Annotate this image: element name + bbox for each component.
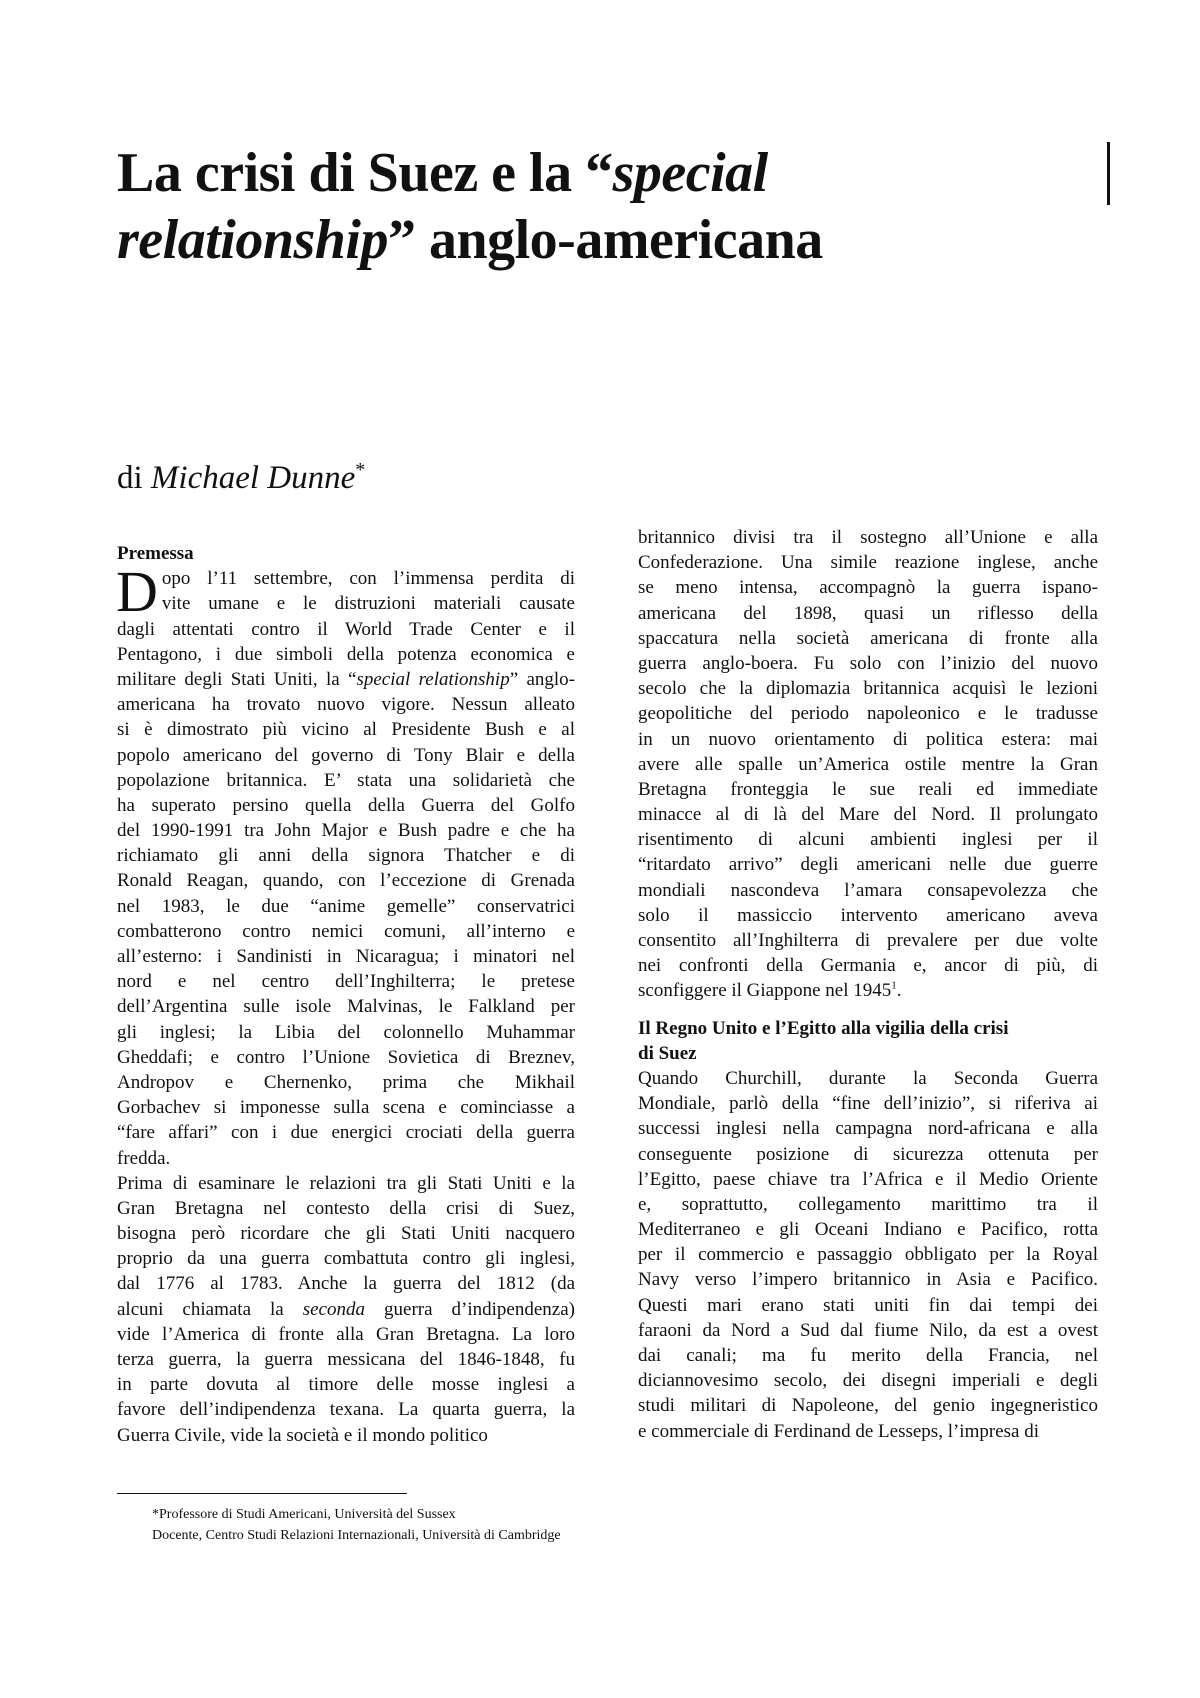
- body-line: americana ha trovato nuovo vigore. Nessun alleato: [117, 694, 575, 716]
- body-line: opo l’11 settembre, con l’immensa perdita di: [161, 568, 575, 590]
- body-line: all’esterno: i Sandinisti in Nicaragua; i minatori nel: [117, 946, 575, 967]
- body-line: si è dimostrato più vicino al Presidente Bush e al: [117, 719, 575, 741]
- body-line: britannico divisi tra il sostegno all’Unione e alla: [638, 527, 1098, 548]
- body-line: terza guerra, la guerra messicana del 1846-1848, fu: [117, 1349, 575, 1370]
- body-line: solo il massiccio intervento americano aveva: [638, 904, 1098, 926]
- body-line: geopolitiche del periodo napoleonico e le tradusse: [638, 703, 1098, 725]
- body-line: popolo americano del governo di Tony Blair e della: [117, 744, 575, 766]
- body-line: militare degli Stati Uniti, la “special relationship” anglo-: [117, 668, 575, 690]
- body-line: del 1990-1991 tra John Major e Bush padre e che ha: [117, 820, 575, 842]
- body-line: Ronald Reagan, quando, con l’eccezione di Grenada: [117, 870, 575, 892]
- section-heading-regno-unito-cont: di Suez: [638, 1042, 697, 1064]
- body-line: Andropov e Chernenko, prima che Mikhail: [117, 1071, 575, 1093]
- right-paragraph-1: [638, 525, 1098, 1004]
- body-line: americana del 1898, quasi un riflesso della: [638, 602, 1098, 624]
- body-line: dell’Argentina sulle isole Malvinas, le Falkland per: [117, 996, 575, 1018]
- body-line: popolazione britannica. E’ stata una solidarietà che: [117, 769, 575, 791]
- body-line: vite umane e le distruzioni materiali causate: [161, 593, 575, 615]
- body-line: Gheddafi; e contro l’Unione Sovietica di Breznev,: [117, 1046, 575, 1068]
- body-line: avere alle spalle un’America ostile mentre la Gran: [638, 753, 1098, 775]
- body-line: alcuni chiamata la seconda guerra d’indipendenza): [117, 1298, 575, 1320]
- left-paragraph-1: [117, 617, 575, 1171]
- body-line: vide l’America di fronte alla Gran Bretagna. La loro: [117, 1323, 575, 1345]
- footnote-line-2: Docente, Centro Studi Relazioni Internazionali, Università di Cambridge: [152, 1528, 561, 1543]
- drop-cap-paragraph-start: [116, 559, 575, 625]
- inline-italic: special relationship: [356, 668, 510, 690]
- right-column: [638, 525, 1098, 1444]
- title-italic-special: special: [612, 142, 768, 204]
- body-line: Pentagono, i due simboli della potenza economica e: [117, 643, 575, 665]
- body-line: diciannovesimo secolo, dei disegni imperiali e degli: [638, 1370, 1098, 1392]
- page-edge-rule: [1107, 142, 1110, 205]
- footnote-reference[interactable]: 1: [891, 980, 897, 993]
- body-line: successi inglesi nella campagna nord-africana e alla: [638, 1118, 1098, 1140]
- body-line: proprio da una guerra combattuta contro gli inglesi,: [117, 1248, 575, 1270]
- body-line: risentimento di alcuni ambienti inglesi per il: [638, 829, 1098, 851]
- body-line: studi militari di Napoleone, del genio ingegneristico: [638, 1395, 1098, 1417]
- body-line: guerra anglo-boera. Fu solo con l’inizio del nuovo: [638, 652, 1098, 674]
- body-line: Mediterraneo e gli Oceani Indiano e Pacifico, rotta: [638, 1219, 1098, 1241]
- body-line: Quando Churchill, durante la Seconda Guerra: [638, 1067, 1098, 1089]
- body-line: fredda.: [117, 1147, 171, 1169]
- body-line: Navy verso l’impero britannico in Asia e Pacifico.: [638, 1269, 1098, 1291]
- inline-italic: seconda: [302, 1298, 365, 1320]
- body-line: e commerciale di Ferdinand de Lesseps, l’impresa di: [638, 1420, 1039, 1442]
- author-footnote-marker: *: [355, 459, 366, 481]
- article-title: [117, 140, 1017, 274]
- body-line: Gorbachev si imponesse sulla scena e cominciasse a: [117, 1097, 575, 1119]
- body-line: in un nuovo orientamento di politica estera: mai: [638, 728, 1098, 750]
- left-column: [117, 541, 575, 1448]
- body-line: Prima di esaminare le relazioni tra gli Stati Uniti e la: [117, 1172, 575, 1194]
- body-line: “fare affari” con i due energici crociati della guerra: [117, 1122, 575, 1144]
- left-paragraph-2: [117, 1171, 575, 1448]
- body-line: Mondiale, parlò della “fine dell’inizio”, si riferiva ai: [638, 1093, 1098, 1115]
- body-line: l’Egitto, paese chiave tra l’Africa e il Medio Oriente: [638, 1168, 1098, 1190]
- body-line: dagli attentati contro il World Trade Center e il: [117, 618, 575, 640]
- body-line: nord e nel centro dell’Inghilterra; le pretese: [117, 971, 575, 993]
- body-line: faraoni da Nord a Sud dal fiume Nilo, da est a ovest: [638, 1319, 1098, 1341]
- body-line: in parte dovuta al timore delle mosse inglesi a: [117, 1374, 575, 1396]
- section-heading-regno-unito: Il Regno Unito e l’Egitto alla vigilia della crisi: [638, 1017, 1009, 1039]
- right-paragraph-2: [638, 1066, 1098, 1444]
- body-line: favore dell’indipendenza texana. La quarta guerra, la: [117, 1399, 575, 1421]
- body-line: combatterono contro nemici comuni, all’interno e: [117, 920, 575, 942]
- body-line: nel 1983, le due “anime gemelle” conservatrici: [117, 895, 575, 917]
- body-line: Questi mari erano stati uniti fin dai tempi dei: [638, 1294, 1098, 1316]
- body-line: dal 1776 al 1783. Anche la guerra del 1812 (da: [117, 1273, 575, 1295]
- body-line: secolo che la diplomazia britannica acquisì le lezioni: [638, 678, 1098, 700]
- body-line: mondiali nascondeva l’amara consapevolezza che: [638, 879, 1098, 901]
- body-line: nei confronti della Germania e, ancor di più, di: [638, 955, 1098, 977]
- section-gap: [638, 1004, 1098, 1016]
- body-line: Guerra Civile, vide la società e il mondo politico: [117, 1424, 488, 1446]
- body-line: gli inglesi; la Libia del colonnello Muhammar: [117, 1021, 575, 1043]
- body-line: per il commercio e passaggio obbligato per la Royal: [638, 1244, 1098, 1266]
- body-line: dai canali; ma fu merito della Francia, nel: [638, 1345, 1098, 1366]
- author-footnote: [152, 1504, 712, 1546]
- author-byline: di Michael Dunne*: [117, 459, 366, 496]
- body-line: Confederazione. Una simile reazione inglese, anche: [638, 552, 1098, 574]
- body-line: Bretagna fronteggia le sue reali ed immediate: [638, 778, 1098, 800]
- body-line: minacce al di là del Mare del Nord. Il prolungato: [638, 804, 1098, 826]
- body-line: se meno intensa, accompagnò la guerra ispano-: [638, 577, 1098, 599]
- title-line-1: La crisi di Suez e la “special: [117, 142, 768, 204]
- body-line: conseguente posizione di sicurezza ottenuta per: [638, 1143, 1098, 1165]
- footnote-line-1: *Professore di Studi Americani, Università del Sussex: [152, 1507, 456, 1522]
- body-line: bisogna però ricordare che gli Stati Uniti nacquero: [117, 1223, 575, 1245]
- body-line: e, soprattutto, collegamento marittimo tra il: [638, 1193, 1098, 1215]
- body-line: ha superato persino quella della Guerra del Golfo: [117, 794, 575, 816]
- section-heading-premessa: Premessa: [117, 543, 194, 564]
- title-italic-relationship: relationship: [117, 209, 388, 271]
- body-line: sconfiggere il Giappone nel 1945$^1$.: [638, 980, 902, 1002]
- body-line: spaccatura nella società americana di fronte alla: [638, 627, 1098, 649]
- footnote-separator: [117, 1493, 407, 1494]
- body-line: consentito all’Inghilterra di prevalere per due volte: [638, 930, 1098, 951]
- body-line: “ritardato arrivo” degli americani nelle due guerre: [638, 854, 1098, 876]
- title-line-2: relationship” anglo-americana: [117, 209, 823, 271]
- author-name: Michael Dunne: [150, 460, 356, 496]
- body-line: Gran Bretagna nel contesto della crisi di Suez,: [117, 1197, 575, 1219]
- body-line: richiamato gli anni della signora Thatcher e di: [117, 845, 575, 867]
- drop-cap: D: [116, 559, 158, 625]
